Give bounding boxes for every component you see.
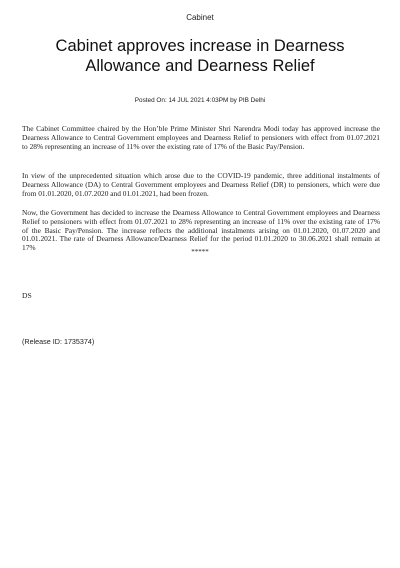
page-title: Cabinet approves increase in Dearness Allowance and Dearness Relief	[55, 37, 345, 75]
posted-on-line: Posted On: 14 JUL 2021 4:03PM by PIB Delhi	[134, 97, 266, 104]
paragraph-2: In view of the unprecedented situation which arose due to the COVID-19 pandemic, three additional instalments of Dearness Allowance (DA) to Central Government employees and Dearness Relief (DR) to pensioners, which were due from 01.01.2020, 01.07.2020 and 01.01.2021, had been frozen.	[22, 171, 380, 198]
separator-stars: *****	[191, 248, 209, 256]
paragraph-1: The Cabinet Committee chaired by the Hon’ble Prime Minister Shri Narendra Modi today has approved increase the Dearness Allowance to Central Government employees and Dearness Relief to pensioners with effect from 01.07.2021 to 28% representing an increase of 11% over the existing rate of 17% of the Basic Pay/Pension.	[22, 124, 380, 151]
category-label: Cabinet	[186, 13, 214, 22]
release-id: (Release ID: 1735374)	[22, 337, 95, 346]
paragraph-3: Now, the Government has decided to increase the Dearness Allowance to Central Government employees and Dearness Relief to pensioners with effect from 01.07.2021 to 28% representing an increase of 11% over the existing rate of 17% of the Basic Pay/Pension. The increase reflects the additional instalments arising on 01.01.2020, 01.07.2020 and 01.01.2021. The rate of Dearness Allowance/Dearness Relief for the period 01.01.2020 to 30.06.2021 shall remain at 17%	[22, 208, 380, 253]
signature-initials: DS	[22, 291, 32, 300]
